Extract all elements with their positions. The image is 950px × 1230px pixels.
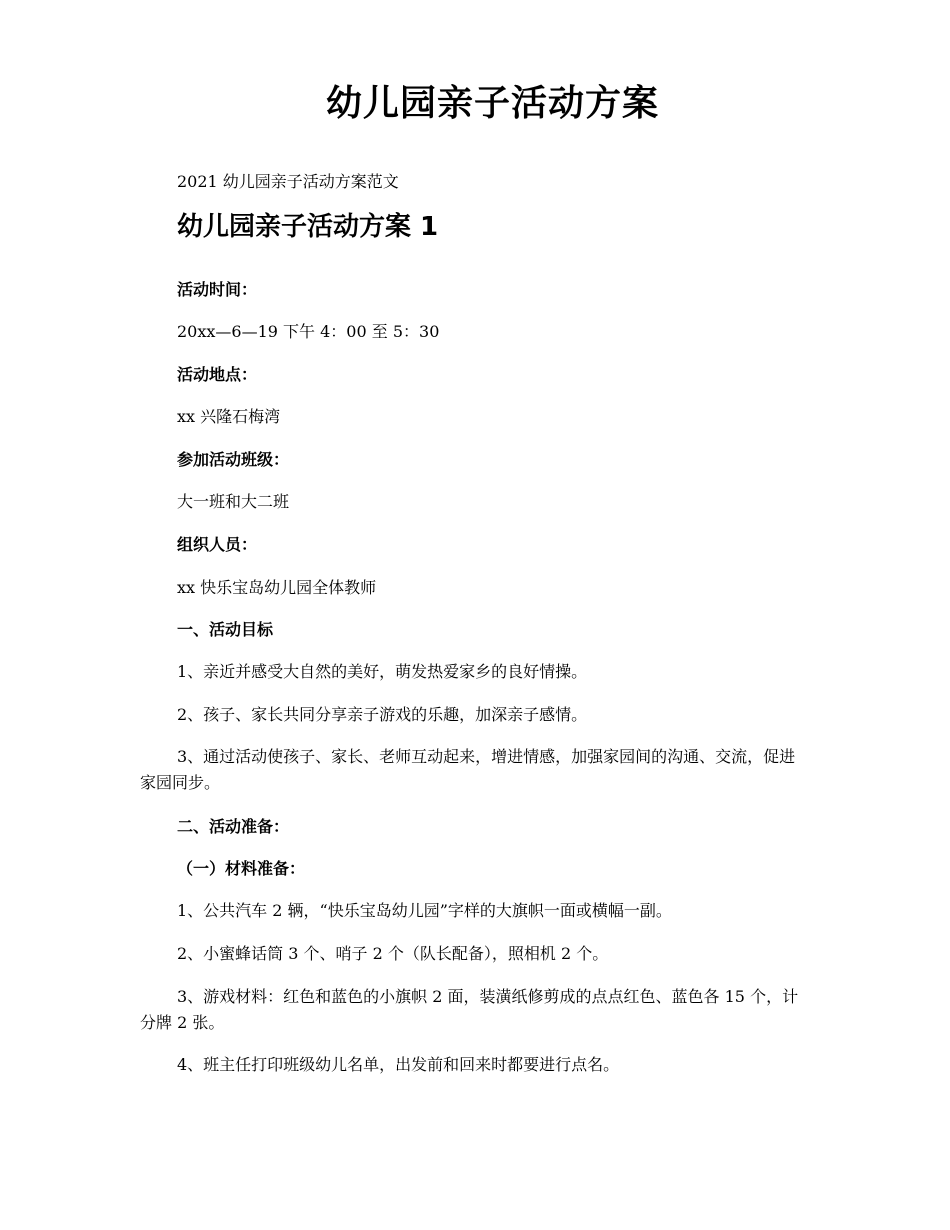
goal-item: 3、通过活动使孩子、家长、老师互动起来，增进情感，加强家园间的沟通、交流，促进家园同步。 [140, 747, 796, 792]
prep-heading: 二、活动准备： [177, 817, 290, 836]
organizer-value: xx 快乐宝岛幼儿园全体教师 [177, 578, 377, 597]
material-item: 3、游戏材料：红色和蓝色的小旗帜 2 面，装潢纸修剪成的点点红色、蓝色各 15 个，计分牌 2 张。 [140, 987, 799, 1032]
document-title: 幼儿园亲子活动方案 [325, 83, 659, 124]
section-title: 幼儿园亲子活动方案 1 [177, 212, 439, 242]
goal-heading: 一、活动目标 [177, 620, 274, 639]
time-label: 活动时间： [177, 280, 258, 299]
organizer-label: 组织人员： [177, 535, 258, 554]
class-value: 大一班和大二班 [177, 492, 290, 511]
class-label: 参加活动班级： [177, 450, 290, 469]
goal-item: 1、亲近并感受大自然的美好，萌发热爱家乡的良好情操。 [177, 662, 588, 681]
material-item: 4、班主任打印班级幼儿名单，出发前和回来时都要进行点名。 [177, 1055, 620, 1074]
material-item: 1、公共汽车 2 辆，“快乐宝岛幼儿园”字样的大旗帜一面或横幅一副。 [177, 901, 672, 920]
material-item: 2、小蜜蜂话筒 3 个、哨子 2 个（队长配备），照相机 2 个。 [177, 944, 609, 963]
material-heading: （一）材料准备： [177, 859, 306, 878]
goal-item: 2、孩子、家长共同分享亲子游戏的乐趣，加深亲子感情。 [177, 705, 588, 724]
place-value: xx 兴隆石梅湾 [177, 407, 281, 426]
document-subtitle: 2021 幼儿园亲子活动方案范文 [177, 172, 399, 191]
time-value: 20xx—6—19 下午 4：00 至 5：30 [177, 322, 440, 341]
place-label: 活动地点： [177, 365, 258, 384]
